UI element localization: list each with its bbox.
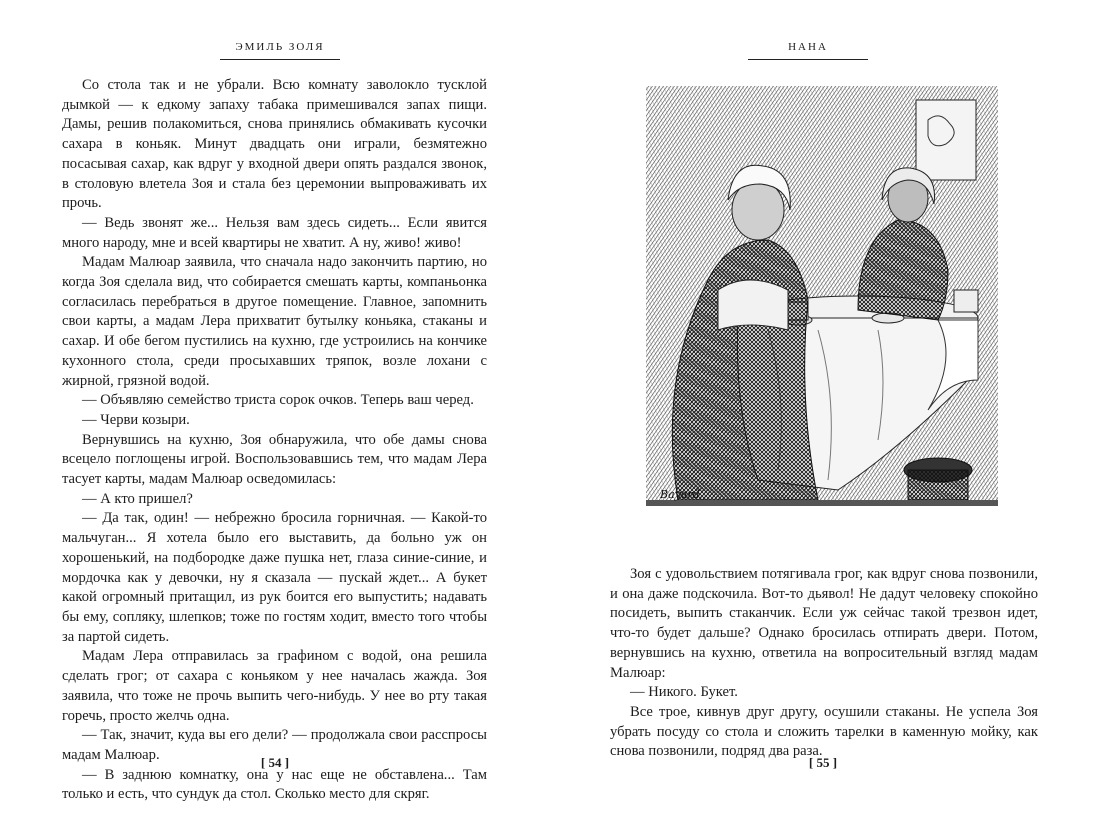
paragraph: — Ведь звонят же... Нельзя вам здесь сидеть... Если явится много народу, мне и всей квартиры не хватит. А ну, живо! живо!	[62, 214, 487, 251]
running-head-author-text: ЭМИЛЬ ЗОЛЯ	[235, 41, 325, 53]
left-page-body	[62, 76, 487, 805]
paragraph: Все трое, кивнув друг другу, осушили стаканы. Не успела Зоя убрать посуду со стола и сложить тарелки в каменную мойку, как снова позвонили, подряд два раза.	[610, 703, 1038, 760]
paragraph: — Объявляю семейство триста сорок очков. Теперь ваш черед.	[82, 392, 474, 409]
running-head-rule	[748, 59, 868, 60]
paragraph: — Никого. Букет.	[630, 684, 738, 701]
illustration-signature: Bayard	[660, 488, 700, 501]
paragraph: — В заднюю комнатку, она у нас еще не обставлена... Там только и есть, что сундук да стол. Сколько место для скряг.	[62, 766, 487, 803]
paragraph: — А кто пришел?	[82, 490, 193, 507]
running-head-title-text: НАНА	[788, 41, 828, 53]
running-head-title	[728, 41, 888, 60]
paragraph: — Да так, один! — небрежно бросила горничная. — Какой-то мальчуган... Я хотела было его выставить, да больно уж он хорошенький, на подбородке даже пушка нет, глаза синие-синие, и мордочка как у девочки, ну я сказала — пускай ждет... А букет какой огромный притащил, из рук боится его выпустить; надавать бы ему, сопляку, шлепков; тоже по гостям ходит, вместо того чтобы за партой сидеть.	[62, 510, 487, 645]
paragraph: — Так, значит, куда вы его дели? — продолжала свои расспросы мадам Малюар.	[62, 727, 487, 763]
paragraph: Вернувшись на кухню, Зоя обнаружила, что обе дамы снова всецело поглощены игрой. Воспользовавшись тем, что мадам Лера тасует карты, мадам Малюар осведомилась:	[62, 431, 487, 488]
paragraph: Мадам Малюар заявила, что сначала надо закончить партию, но когда Зоя сделала вид, что собирается смешать карты, компаньонка согласилась перебраться в другое помещение. Главное, запомнить свои карты, а мадам Лера прихватит бутылку коньяка, стаканы и сахар. И обе бегом пустились на кухню, где устроились на кончике кухонного стола, среди просыхавших тряпок, возле лохани с жирной, грязной водой.	[62, 254, 487, 389]
right-page-body	[610, 565, 1038, 762]
running-head-rule	[220, 59, 340, 60]
running-head-author	[200, 41, 360, 60]
paragraph: Зоя с удовольствием потягивала грог, как вдруг снова позвонили, и она даже подскочила. Вот-то дьявол! Не дадут человеку спокойно посидеть, выпить стаканчик. Если уж сейчас такой трезвон идет, что-то будет дальше? Однако бросилась отпирать двери. Потом, вернувшись на кухню, ответила на вопросительный взгляд мадам Малюар:	[610, 566, 1038, 681]
right-page	[550, 0, 1100, 825]
paragraph: — Черви козыри.	[82, 411, 190, 428]
page-number-right: [ 55 ]	[808, 755, 838, 770]
paragraph: Со стола так и не убрали. Всю комнату заволокло тусклой дымкой — к едкому запаху табака примешивался запах пищи. Дамы, решив полакомиться, снова принялись обмакивать кусочки сахара в коньяк. Минут двадцать они играли, безмятежно посасывая сахар, как вдруг у входной двери опять раздался звонок, в столовую влетела Зоя и стала без церемонии выпроваживать их прочь.	[62, 77, 487, 212]
engraving-illustration	[638, 80, 1006, 532]
paragraph: Мадам Лера отправилась за графином с водой, она решила сделать грог; от сахара с коньяком у нее началась жажда. Зоя заявила, что тоже не прочь выпить чего-нибудь. У нее во рту такая горечь, просто желчь одна.	[62, 648, 487, 724]
page-number-left: [ 54 ]	[260, 755, 290, 770]
